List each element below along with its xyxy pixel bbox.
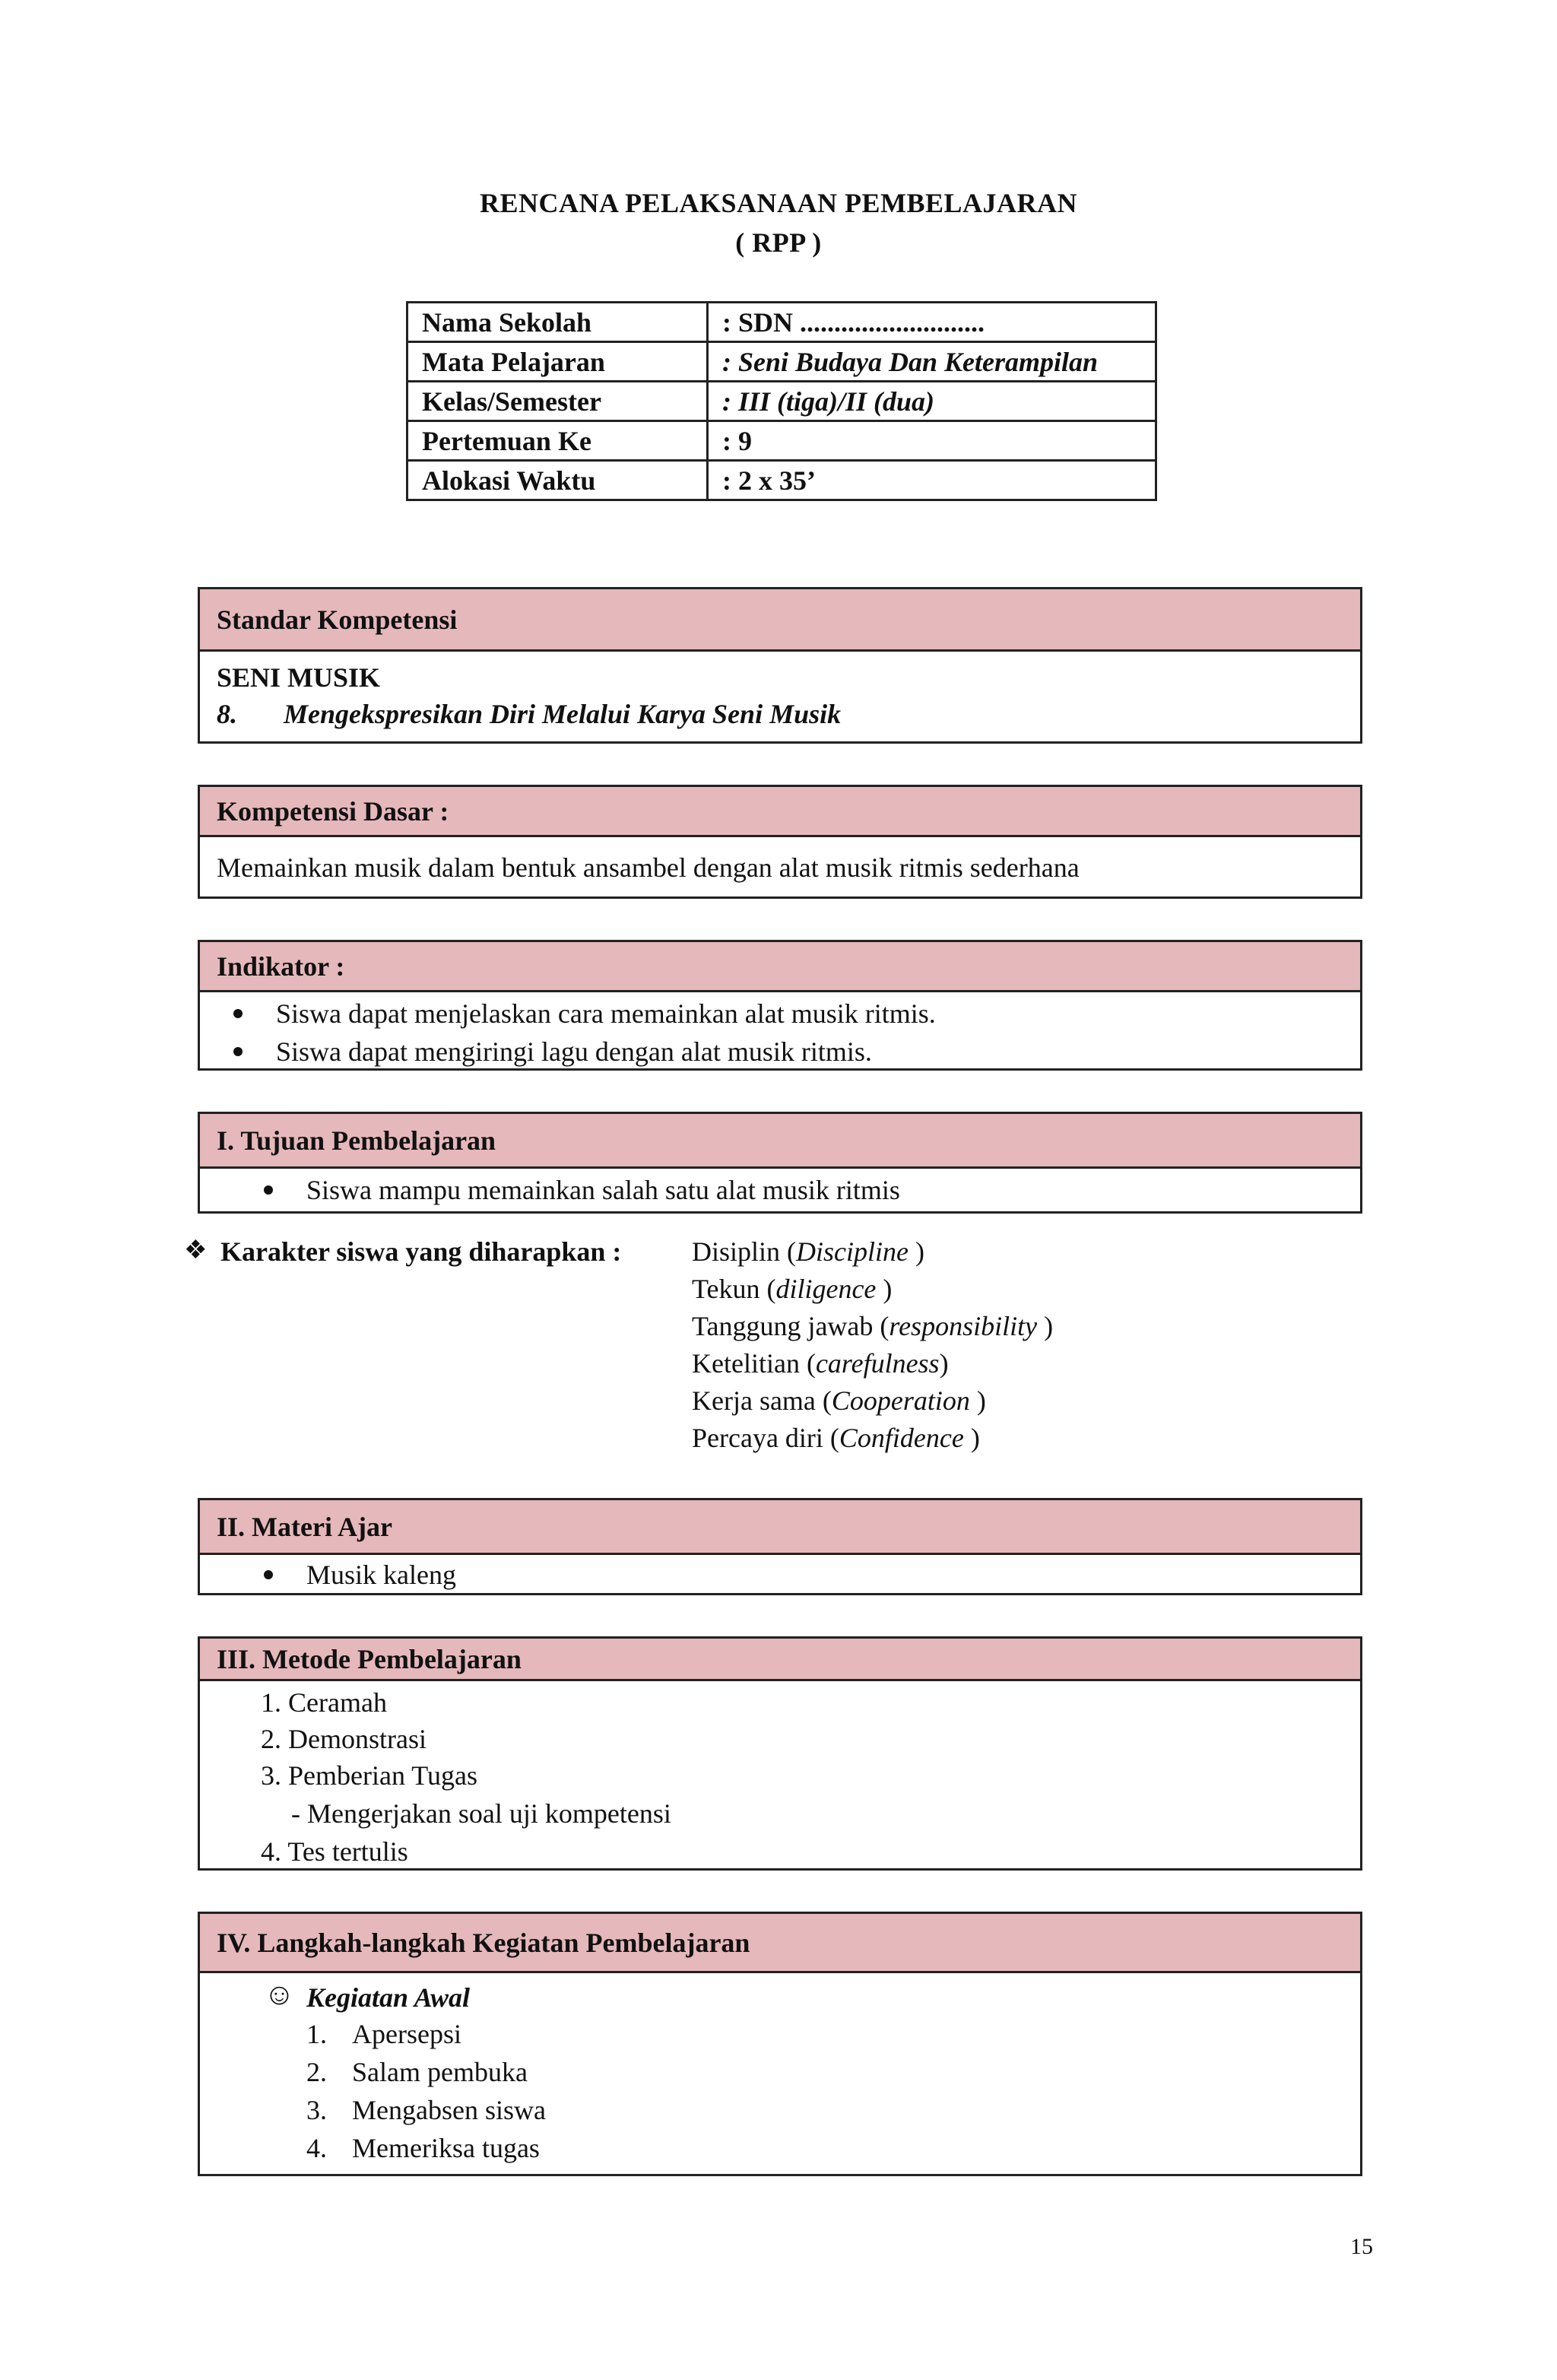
meeting-label: Pertemuan Ke <box>407 421 708 461</box>
subject-value: : Seni Budaya Dan Keterampilan <box>708 342 1156 382</box>
kompetensi-dasar-box <box>198 785 1362 899</box>
list-item: Memeriksa tugas <box>352 2133 540 2163</box>
list-item: Siswa dapat mengiringi lagu dengan alat musik ritmis. <box>276 1036 872 1067</box>
section-header: IV. Langkah-langkah Kegiatan Pembelajaran <box>200 1914 1360 1973</box>
class-label: Kelas/Semester <box>407 382 708 421</box>
karakter-item: Ketelitian (carefulness) <box>692 1348 949 1379</box>
karakter-label: Karakter siswa yang diharapkan : <box>220 1236 622 1267</box>
bullet-icon <box>264 1185 273 1195</box>
document-title: RENCANA PELAKSANAAN PEMBELAJARAN <box>479 188 1078 218</box>
tujuan-box <box>198 1112 1362 1214</box>
bullet-icon <box>233 1009 243 1018</box>
list-item: 2. Demonstrasi <box>261 1724 427 1754</box>
list-item: Musik kaleng <box>306 1560 456 1590</box>
class-value: : III (tiga)/II (dua) <box>708 382 1156 421</box>
standar-number: 8. <box>217 699 237 729</box>
list-item: 4. Tes tertulis <box>261 1836 408 1867</box>
table-row <box>407 303 1156 342</box>
section-header: I. Tujuan Pembelajaran <box>200 1114 1360 1169</box>
step-number: 4. <box>306 2133 327 2163</box>
karakter-item: Kerja sama (Cooperation ) <box>692 1385 986 1416</box>
list-item: 1. Ceramah <box>261 1687 387 1718</box>
step-number: 2. <box>306 2057 327 2087</box>
list-item: Mengabsen siswa <box>352 2095 546 2125</box>
kegiatan-awal-label: Kegiatan Awal <box>306 1982 471 2013</box>
table-row <box>407 461 1156 500</box>
list-item: Salam pembuka <box>352 2057 528 2087</box>
standar-text: Mengekspresikan Diri Melalui Karya Seni Musik <box>284 699 842 729</box>
table-row <box>407 342 1156 382</box>
table-row <box>407 382 1156 421</box>
section-header: Standar Kompetensi <box>200 589 1360 652</box>
step-number: 3. <box>306 2095 327 2125</box>
kompetensi-text: Memainkan musik dalam bentuk ansambel dengan alat musik ritmis sederhana <box>217 852 1080 883</box>
karakter-item: Disiplin (Discipline ) <box>692 1236 924 1267</box>
section-header: II. Materi Ajar <box>200 1500 1360 1555</box>
subject-label: Mata Pelajaran <box>407 342 708 382</box>
time-label: Alokasi Waktu <box>407 461 708 500</box>
indikator-box <box>198 940 1362 1071</box>
diamond-icon: ❖ <box>184 1236 208 1265</box>
metode-box <box>198 1636 1362 1871</box>
list-item: Apersepsi <box>352 2019 461 2049</box>
section-header: Indikator : <box>200 942 1360 992</box>
list-item: - Mengerjakan soal uji kompetensi <box>291 1798 671 1829</box>
time-value: : 2 x 35’ <box>708 461 1156 500</box>
step-number: 1. <box>306 2019 327 2049</box>
school-label: Nama Sekolah <box>407 303 708 342</box>
karakter-item: Percaya diri (Confidence ) <box>692 1423 980 1453</box>
page-number: 15 <box>1350 2234 1373 2259</box>
section-header: III. Metode Pembelajaran <box>200 1639 1360 1681</box>
identity-table <box>406 301 1157 501</box>
smiley-icon: ☺ <box>264 1977 295 2011</box>
langkah-box <box>198 1912 1362 2176</box>
list-item: Siswa dapat menjelaskan cara memainkan alat musik ritmis. <box>276 998 936 1029</box>
document-subtitle: ( RPP ) <box>735 227 822 258</box>
standar-subject: SENI MUSIK <box>217 662 381 693</box>
materi-ajar-box <box>198 1498 1362 1595</box>
bullet-icon <box>264 1570 273 1579</box>
list-item: Siswa mampu memainkan salah satu alat musik ritmis <box>306 1175 900 1205</box>
table-row <box>407 421 1156 461</box>
bullet-icon <box>233 1047 243 1056</box>
standar-kompetensi-box <box>198 587 1362 744</box>
section-header: Kompetensi Dasar : <box>200 787 1360 837</box>
list-item: 3. Pemberian Tugas <box>261 1760 478 1791</box>
karakter-item: Tanggung jawab (responsibility ) <box>692 1311 1054 1341</box>
school-value: : SDN ........................... <box>708 303 1156 342</box>
meeting-value: : 9 <box>708 421 1156 461</box>
karakter-item: Tekun (diligence ) <box>692 1274 893 1304</box>
